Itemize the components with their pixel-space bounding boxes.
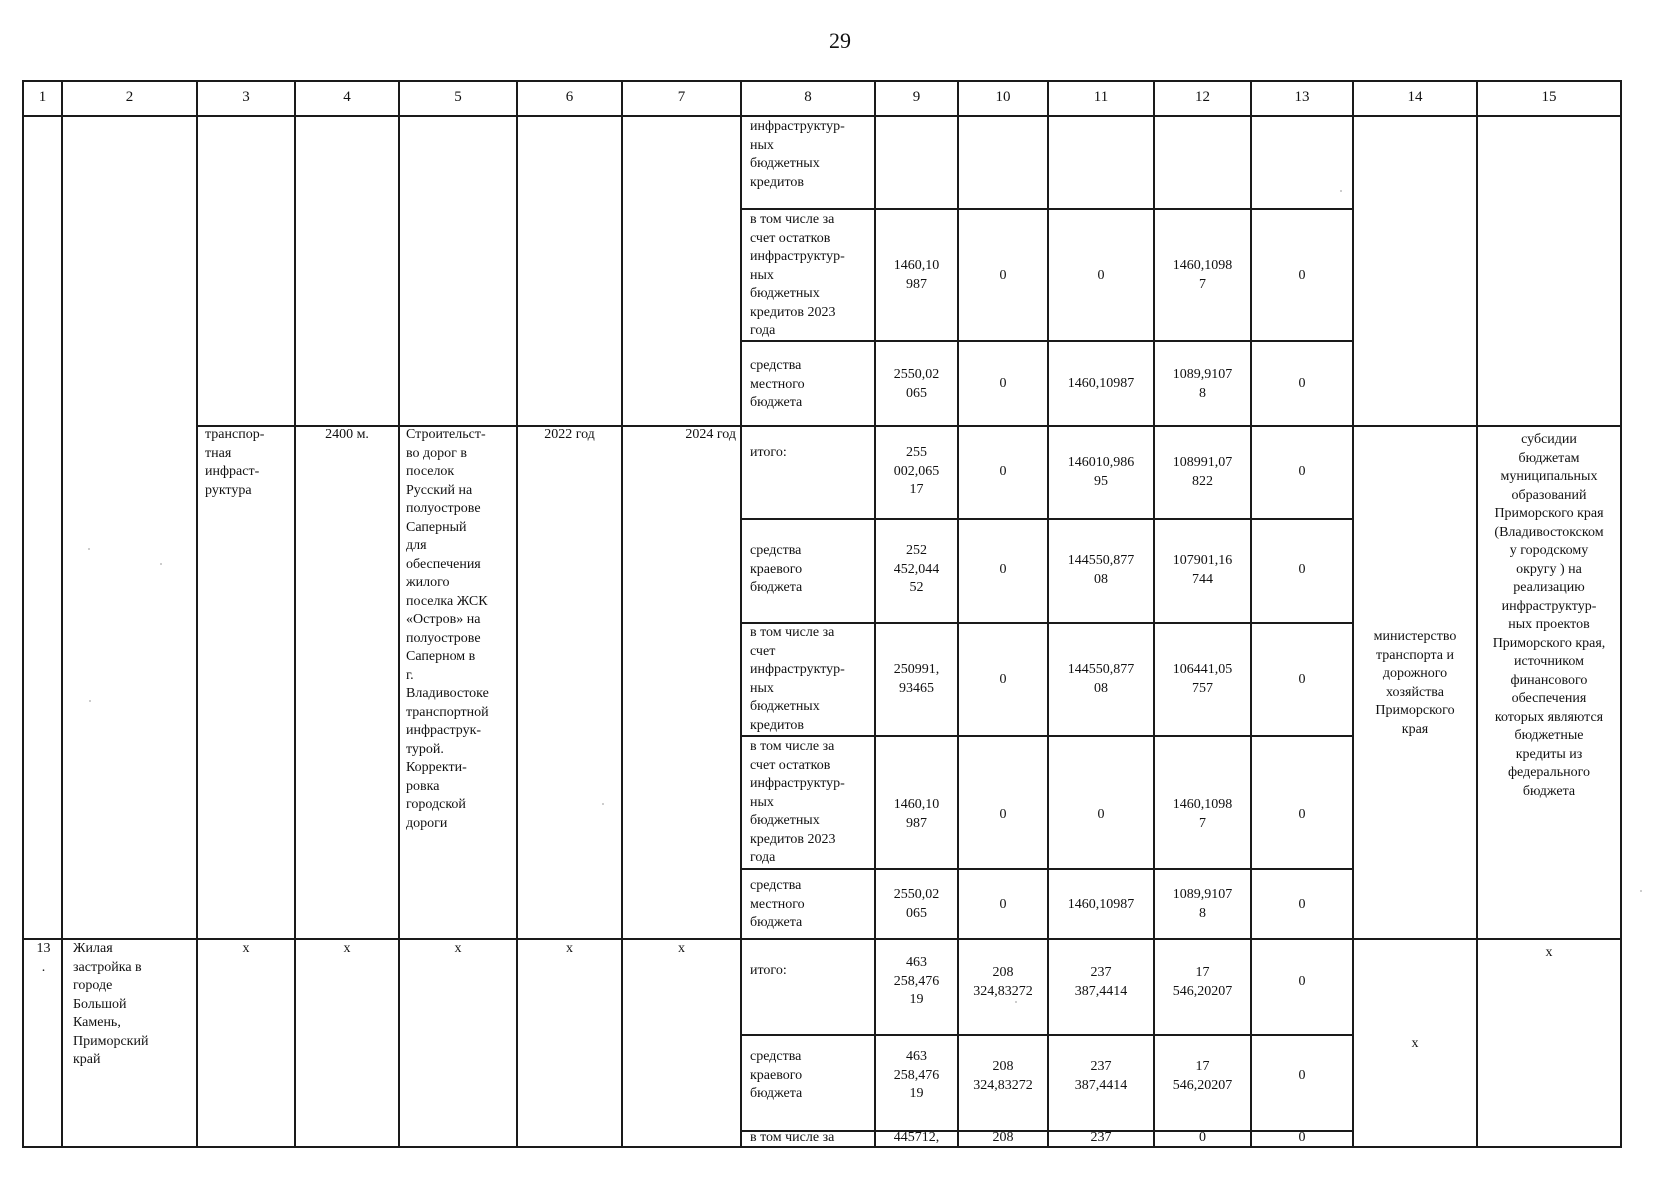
column-border — [196, 80, 198, 1148]
row-divider — [740, 208, 1352, 210]
end-year-cell: x — [678, 941, 685, 956]
amount-year-cell: 146010,986 95 — [1067, 455, 1135, 489]
object-category-cell: транспор- тная инфраст- руктура — [205, 427, 265, 498]
amount-year-cell: 0 — [1298, 672, 1306, 687]
amount-year-cell: 0 — [1298, 268, 1306, 283]
amount-total-cell: 255 002,065 17 — [893, 445, 940, 497]
row-divider — [740, 868, 1352, 870]
column-header-4: 4 — [343, 89, 351, 105]
column-border — [1620, 80, 1622, 1148]
funding-source-cell: средства краевого бюджета — [750, 1049, 803, 1101]
row-divider — [740, 735, 1352, 737]
amount-year-cell: 0 — [1097, 268, 1105, 283]
funding-source-cell: средства краевого бюджета — [750, 543, 803, 595]
amount-total-cell: 2550,02 065 — [893, 367, 940, 401]
funding-source-cell: в том числе за счет инфраструктур- ных бюджетных кредитов — [750, 625, 845, 733]
column-header-11: 11 — [1093, 89, 1109, 105]
row-divider — [740, 518, 1352, 520]
item-name-cell: Жилая застройка в городе Большой Камень, Приморский край — [73, 941, 149, 1067]
amount-year-cell: 17 546,20207 — [1172, 1059, 1233, 1093]
responsible-executor-cell: x — [1411, 1036, 1419, 1051]
funding-source-cell: средства местного бюджета — [750, 358, 805, 410]
column-border — [1352, 80, 1354, 1148]
funding-form-cell: субсидии бюджетам муниципальных образований Приморского края (Владивостокском у городскому округу ) на реализацию инфраструктур- ных проектов Приморского края, источником финансового обеспечения которых являются бюджетные кредиты из федерального бюджета — [1492, 432, 1606, 799]
amount-year-cell: 0 — [1298, 1130, 1306, 1145]
amount-year-cell: 1089,9107 8 — [1172, 887, 1233, 921]
column-header-5: 5 — [454, 89, 462, 105]
funding-source-cell: в том числе за счет остатков инфраструктур- ных бюджетных кредитов 2023 года — [750, 212, 845, 338]
column-border — [621, 80, 623, 1148]
amount-year-cell: 17 546,20207 — [1172, 965, 1233, 999]
column-border — [61, 80, 63, 1148]
scan-speck — [1015, 1001, 1017, 1003]
amount-year-cell: 237 — [1090, 1130, 1112, 1145]
funding-source-cell: итого: — [750, 445, 787, 460]
column-border — [740, 80, 742, 1148]
amount-year-cell: 0 — [1097, 807, 1105, 822]
start-year-cell: 2022 год — [544, 427, 595, 442]
amount-total-cell: 1460,10 987 — [893, 797, 940, 831]
amount-year-cell: 1089,9107 8 — [1172, 367, 1233, 401]
column-border — [516, 80, 518, 1148]
amount-year-cell: 237 387,4414 — [1074, 1059, 1128, 1093]
amount-total-cell: 252 452,044 52 — [893, 543, 940, 595]
funding-form-cell: x — [1545, 945, 1553, 960]
amount-year-cell: 208 324,83272 — [973, 1059, 1033, 1093]
object-capacity-cell: 2400 м. — [325, 427, 369, 442]
amount-year-cell: 144550,877 08 — [1067, 553, 1135, 587]
column-header-14: 14 — [1407, 89, 1423, 105]
column-header-15: 15 — [1541, 89, 1557, 105]
amount-year-cell: 1460,1098 7 — [1172, 797, 1233, 831]
amount-year-cell: 208 — [992, 1130, 1014, 1145]
scan-speck — [89, 700, 91, 702]
amount-total-cell: 463 258,476 19 — [893, 1049, 940, 1101]
amount-year-cell: 144550,877 08 — [1067, 662, 1135, 696]
amount-year-cell: 0 — [1298, 974, 1306, 989]
amount-total-cell: 2550,02 065 — [893, 887, 940, 921]
object-capacity-cell: x — [343, 941, 351, 956]
scan-speck — [88, 548, 90, 550]
amount-year-cell: 237 387,4414 — [1074, 965, 1128, 999]
funding-source-cell: средства местного бюджета — [750, 878, 805, 930]
amount-year-cell: 1460,10987 — [1067, 897, 1135, 912]
column-border — [294, 80, 296, 1148]
column-header-8: 8 — [804, 89, 812, 105]
funding-source-cell: итого: — [750, 963, 787, 978]
amount-year-cell: 1460,10987 — [1067, 376, 1135, 391]
start-year-cell: x — [566, 941, 573, 956]
end-year-cell: 2024 год — [685, 427, 736, 442]
amount-total-cell: 250991, 93465 — [893, 662, 940, 696]
object-description-cell: x — [454, 941, 462, 956]
object-description-cell: Строительст- во дорог в поселок Русский на полуострове Саперный для обеспечения жилого поселка ЖСК «Остров» на полуострове Саперном в г. Владивостоке транспортной инфраструк- турой. Корректи- ровка городской дороги — [406, 427, 489, 831]
funding-source-cell: инфраструктур- ных бюджетных кредитов — [750, 119, 845, 190]
amount-year-cell: 0 — [1298, 464, 1306, 479]
amount-year-cell: 0 — [999, 268, 1007, 283]
header-row-bottom-border — [22, 115, 1622, 117]
scan-speck — [602, 803, 604, 805]
amount-year-cell: 1460,1098 7 — [1172, 258, 1233, 292]
column-header-10: 10 — [995, 89, 1011, 105]
column-header-2: 2 — [125, 89, 134, 105]
page-number: 29 — [829, 28, 851, 53]
amount-year-cell: 0 — [1298, 1068, 1306, 1083]
column-border — [22, 80, 24, 1148]
amount-year-cell: 0 — [999, 897, 1007, 912]
amount-year-cell: 0 — [1199, 1130, 1206, 1145]
scan-speck — [160, 563, 162, 565]
funding-source-cell: в том числе за — [750, 1130, 835, 1145]
column-border — [398, 80, 400, 1148]
amount-year-cell: 208 324,83272 — [973, 965, 1033, 999]
column-header-6: 6 — [565, 89, 574, 105]
amount-year-cell: 0 — [999, 376, 1007, 391]
responsible-executor-cell: министерство транспорта и дорожного хозяйства Приморского края — [1373, 629, 1457, 737]
scan-speck — [1640, 890, 1642, 892]
amount-year-cell: 0 — [999, 464, 1007, 479]
table-top-border — [22, 80, 1622, 82]
amount-year-cell: 0 — [1298, 562, 1306, 577]
amount-year-cell: 0 — [999, 672, 1007, 687]
amount-year-cell: 0 — [999, 562, 1007, 577]
column-header-9: 9 — [912, 89, 921, 105]
amount-total-cell: 463 258,476 19 — [893, 955, 940, 1007]
amount-year-cell: 0 — [1298, 807, 1306, 822]
row-divider — [740, 1034, 1352, 1036]
amount-year-cell: 106441,05 757 — [1172, 662, 1233, 696]
object-category-cell: x — [242, 941, 250, 956]
amount-total-cell: 445712, — [893, 1130, 940, 1145]
item-number-cell: 13 . — [36, 941, 51, 975]
amount-year-cell: 0 — [1298, 376, 1306, 391]
column-header-3: 3 — [242, 89, 250, 105]
amount-year-cell: 107901,16 744 — [1172, 553, 1233, 587]
amount-total-cell: 1460,10 987 — [893, 258, 940, 292]
amount-year-cell: 108991,07 822 — [1172, 455, 1233, 489]
scan-speck — [1340, 190, 1342, 192]
column-header-7: 7 — [677, 89, 686, 105]
column-header-12: 12 — [1195, 89, 1210, 105]
amount-year-cell: 0 — [1298, 897, 1306, 912]
column-header-13: 13 — [1294, 89, 1310, 105]
amount-year-cell: 0 — [999, 807, 1007, 822]
column-header-1: 1 — [38, 89, 47, 105]
funding-source-cell: в том числе за счет остатков инфраструктур- ных бюджетных кредитов 2023 года — [750, 739, 845, 865]
